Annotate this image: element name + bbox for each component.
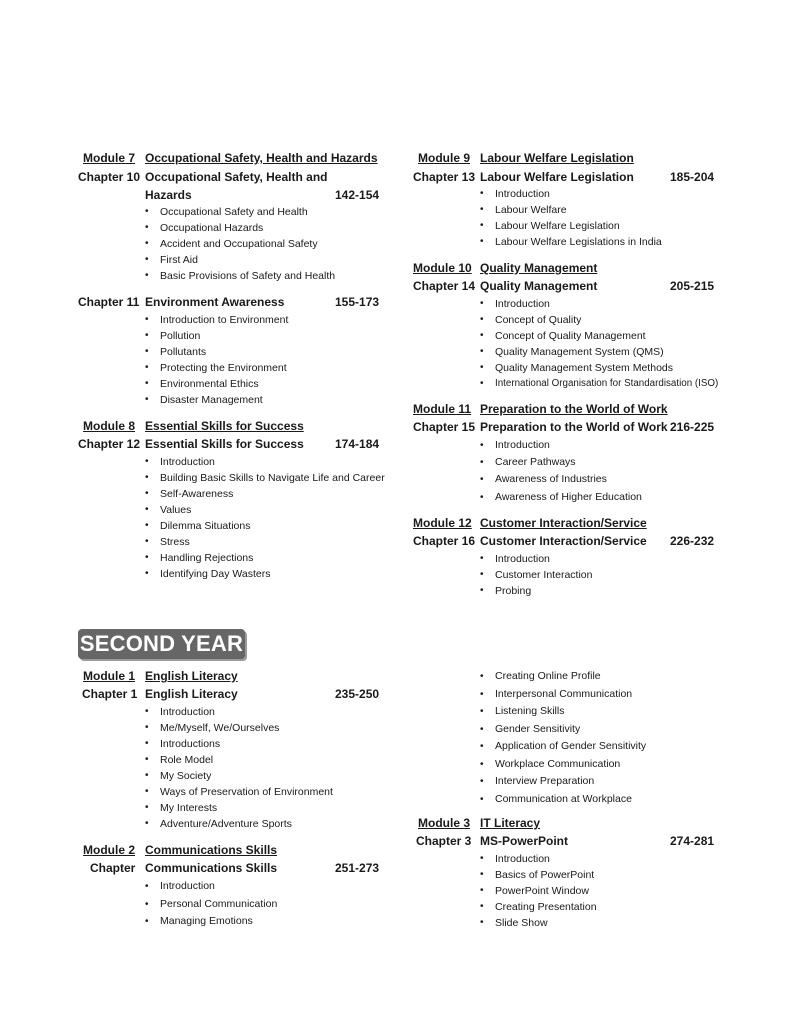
list-item: • International Organisation for Standardisation (ISO) <box>480 376 718 392</box>
module-3-title: IT Literacy <box>480 816 541 830</box>
chapter-2-label: Chapter <box>90 861 136 875</box>
list-item: • Stress <box>145 534 385 550</box>
module-9-title: Labour Welfare Legislation <box>480 151 634 165</box>
chapter-15-label: Chapter 15 <box>413 420 476 434</box>
list-item: • Introduction <box>145 454 385 470</box>
list-item: • Handling Rejections <box>145 550 385 566</box>
chapter-3-title: MS-PowerPoint <box>480 834 569 848</box>
module-8-label: Module 8 <box>83 419 136 433</box>
module-10-label: Module 10 <box>413 261 472 275</box>
list-item: • Application of Gender Sensitivity <box>480 738 646 756</box>
chapter-15-pages: 216-225 <box>670 420 715 434</box>
module-8-title: Essential Skills for Success <box>145 419 304 433</box>
chapter-3-topics <box>480 851 597 931</box>
chapter-10-label: Chapter 10 <box>78 170 141 184</box>
chapter-1-title: English Literacy <box>145 687 238 701</box>
list-item: • Quality Management System (QMS) <box>480 344 718 360</box>
module-11-label: Module 11 <box>413 402 472 416</box>
chapter-3-label: Chapter 3 <box>416 834 472 848</box>
module-7-title: Occupational Safety, Health and Hazards <box>145 151 378 165</box>
chapter-11-label: Chapter 11 <box>78 295 140 309</box>
list-item: • Role Model <box>145 752 333 768</box>
list-item: • Career Pathways <box>480 454 642 471</box>
list-item: • Introduction <box>480 437 642 454</box>
module-1-label: Module 1 <box>83 669 136 683</box>
list-item: • Environmental Ethics <box>145 376 288 392</box>
list-item: • Creating Presentation <box>480 899 597 915</box>
list-item: • Interview Preparation <box>480 773 646 791</box>
chapter-10-pages: 142-154 <box>335 188 380 202</box>
chapter-1-topics <box>145 704 333 832</box>
module-12-label: Module 12 <box>413 516 472 530</box>
module-1-title: English Literacy <box>145 669 238 683</box>
list-item: • Awareness of Industries <box>480 471 642 488</box>
chapter-16-pages: 226-232 <box>670 534 715 548</box>
chapter-14-topics <box>480 296 718 392</box>
list-item: • Creating Online Profile <box>480 668 646 686</box>
list-item: • Disaster Management <box>145 392 288 408</box>
chapter-12-pages: 174-184 <box>335 437 380 451</box>
list-item: • Basic Provisions of Safety and Health <box>145 268 335 284</box>
list-item: • Managing Emotions <box>145 913 277 931</box>
chapter-10-title-cont: Hazards <box>145 188 192 202</box>
list-item: • Identifying Day Wasters <box>145 566 385 582</box>
list-item: • Communication at Workplace <box>480 791 646 809</box>
chapter-3-pages: 274-281 <box>670 834 715 848</box>
list-item: • Ways of Preservation of Environment <box>145 784 333 800</box>
chapter-1-label: Chapter 1 <box>82 687 138 701</box>
module-12-title: Customer Interaction/Service <box>480 516 647 530</box>
list-item: • Occupational Hazards <box>145 220 335 236</box>
list-item: • Dilemma Situations <box>145 518 385 534</box>
chapter-13-label: Chapter 13 <box>413 170 476 184</box>
list-item: • Protecting the Environment <box>145 360 288 376</box>
list-item: • Me/Myself, We/Ourselves <box>145 720 333 736</box>
list-item: • Concept of Quality Management <box>480 328 718 344</box>
list-item: • Introduction to Environment <box>145 312 288 328</box>
list-item: • Slide Show <box>480 915 597 931</box>
list-item: • Gender Sensitivity <box>480 721 646 739</box>
chapter-2-topics-continued <box>480 668 646 808</box>
chapter-1-pages: 235-250 <box>335 687 380 701</box>
module-11-title: Preparation to the World of Work <box>480 402 668 416</box>
module-2-title: Communications Skills <box>145 843 278 857</box>
module-7-label: Module 7 <box>83 151 136 165</box>
list-item: • Interpersonal Communication <box>480 686 646 704</box>
list-item: • Labour Welfare Legislations in India <box>480 234 662 250</box>
chapter-12-title: Essential Skills for Success <box>145 437 304 451</box>
module-2-label: Module 2 <box>83 843 136 857</box>
list-item: • First Aid <box>145 252 335 268</box>
list-item: • Introduction <box>480 186 662 202</box>
chapter-11-topics <box>145 312 288 408</box>
module-3-label: Module 3 <box>418 816 471 830</box>
list-item: • Building Basic Skills to Navigate Life and Career <box>145 470 385 486</box>
list-item: • Introduction <box>480 296 718 312</box>
list-item: • Adventure/Adventure Sports <box>145 816 333 832</box>
module-10-title: Quality Management <box>480 261 598 275</box>
list-item: • Listening Skills <box>480 703 646 721</box>
list-item: • Workplace Communication <box>480 756 646 774</box>
list-item: • Introduction <box>145 878 277 896</box>
chapter-13-topics <box>480 186 662 250</box>
list-item: • Introduction <box>145 704 333 720</box>
list-item: • Introduction <box>480 851 597 867</box>
chapter-2-pages: 251-273 <box>335 861 380 875</box>
list-item: • Accident and Occupational Safety <box>145 236 335 252</box>
list-item: • Basics of PowerPoint <box>480 867 597 883</box>
chapter-13-title: Labour Welfare Legislation <box>480 170 634 184</box>
list-item: • Values <box>145 502 385 518</box>
list-item: • Labour Welfare Legislation <box>480 218 662 234</box>
list-item: • Concept of Quality <box>480 312 718 328</box>
chapter-10-title: Occupational Safety, Health and <box>145 170 328 184</box>
chapter-14-pages: 205-215 <box>670 279 715 293</box>
chapter-11-pages: 155-173 <box>335 295 380 309</box>
list-item: • PowerPoint Window <box>480 883 597 899</box>
list-item: • Customer Interaction <box>480 567 592 583</box>
list-item: • My Interests <box>145 800 333 816</box>
chapter-14-label: Chapter 14 <box>413 279 476 293</box>
list-item: • Introductions <box>145 736 333 752</box>
list-item: • Quality Management System Methods <box>480 360 718 376</box>
chapter-13-pages: 185-204 <box>670 170 715 184</box>
chapter-16-label: Chapter 16 <box>413 534 476 548</box>
list-item: • My Society <box>145 768 333 784</box>
chapter-2-title: Communications Skills <box>145 861 278 875</box>
chapter-2-topics <box>145 878 277 931</box>
chapter-16-topics <box>480 551 592 599</box>
list-item: • Labour Welfare <box>480 202 662 218</box>
list-item: • Probing <box>480 583 592 599</box>
chapter-12-topics <box>145 454 385 582</box>
list-item: • Self-Awareness <box>145 486 385 502</box>
module-9-label: Module 9 <box>418 151 471 165</box>
chapter-10-topics <box>145 204 335 284</box>
list-item: • Introduction <box>480 551 592 567</box>
chapter-14-title: Quality Management <box>480 279 598 293</box>
list-item: • Pollutants <box>145 344 288 360</box>
list-item: • Pollution <box>145 328 288 344</box>
list-item: • Occupational Safety and Health <box>145 204 335 220</box>
list-item: • Personal Communication <box>145 896 277 914</box>
chapter-15-title: Preparation to the World of Work <box>480 420 668 434</box>
chapter-11-title: Environment Awareness <box>145 295 285 309</box>
second-year-banner: SECOND YEAR <box>78 629 245 659</box>
list-item: • Awareness of Higher Education <box>480 489 642 506</box>
chapter-16-title: Customer Interaction/Service <box>480 534 647 548</box>
chapter-12-label: Chapter 12 <box>78 437 141 451</box>
chapter-15-topics <box>480 437 642 506</box>
